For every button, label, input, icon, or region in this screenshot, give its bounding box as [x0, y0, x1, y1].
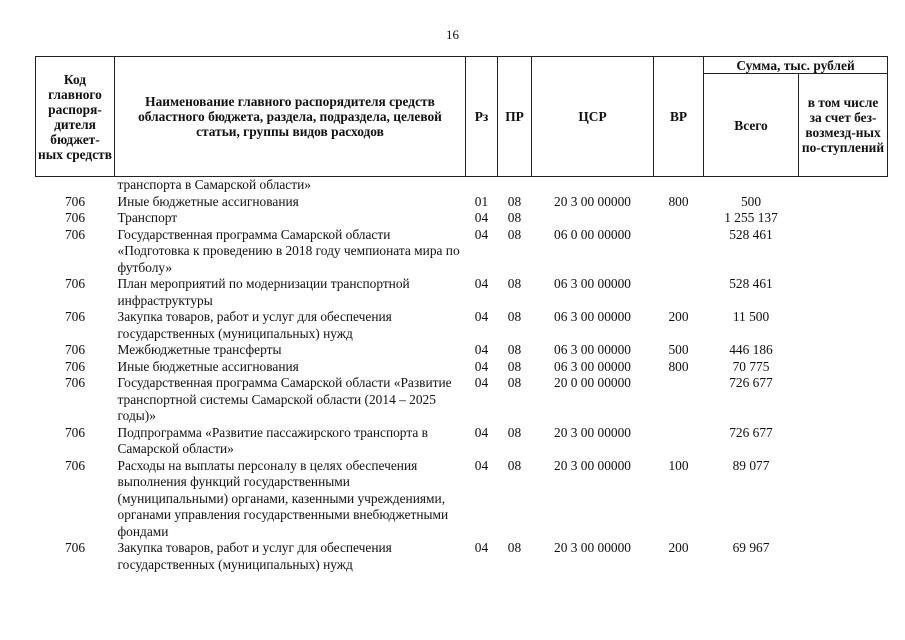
- cell-vr: [654, 375, 704, 425]
- header-total: Всего: [704, 74, 799, 177]
- cell-free: [799, 458, 888, 541]
- cell-code: 706: [64, 457, 86, 473]
- cell-csr: 06 3 00 00000: [554, 358, 631, 374]
- cell-rz: [466, 177, 498, 194]
- cell-name: План мероприятий по модернизации транспортной инфраструктуры: [117, 276, 410, 308]
- cell-total: 70 775: [732, 358, 770, 374]
- cell-name: Расходы на выплаты персоналу в целях обеспечения выполнения функций государственными (муниципальными) органами, казенными учреждениями, органами управления государственными внебюджетными фондами: [117, 457, 449, 539]
- cell-rz: 04: [474, 424, 489, 440]
- cell-csr: 20 3 00 00000: [554, 424, 631, 440]
- table-row: [36, 458, 888, 541]
- cell-total: 1 255 137: [724, 210, 778, 225]
- cell-name: Межбюджетные трансферты: [117, 342, 282, 357]
- cell-code: 706: [64, 358, 86, 374]
- cell-total: 528 461: [729, 226, 773, 242]
- cell-name: Закупка товаров, работ и услуг для обеспечения государственных (муниципальных) нужд: [117, 540, 392, 572]
- cell-code: 706: [64, 375, 86, 390]
- cell-free: [799, 194, 888, 211]
- cell-free: [799, 276, 888, 309]
- table-body: [36, 177, 888, 574]
- table-row: [36, 342, 888, 359]
- table-row: [36, 375, 888, 425]
- cell-rz: 04: [474, 210, 489, 225]
- cell-csr: [532, 177, 654, 194]
- table-row: [36, 177, 888, 194]
- cell-total: 726 677: [729, 424, 773, 440]
- table-row: [36, 227, 888, 277]
- cell-total: 528 461: [729, 276, 773, 291]
- cell-free: [799, 342, 888, 359]
- cell-free: [799, 425, 888, 458]
- table-row: [36, 276, 888, 309]
- cell-total: [704, 177, 799, 194]
- cell-vr: [654, 210, 704, 227]
- cell-rz: 04: [474, 375, 489, 390]
- cell-pr: 08: [507, 276, 522, 291]
- cell-code: 706: [64, 193, 86, 209]
- cell-vr: 100: [668, 457, 689, 473]
- header-csr: ЦСР: [532, 57, 654, 177]
- cell-rz: 04: [474, 342, 489, 357]
- table-row: [36, 540, 888, 573]
- cell-code: 706: [64, 309, 86, 324]
- header-pr: ПР: [498, 57, 532, 177]
- cell-total: 11 500: [732, 309, 770, 324]
- cell-csr: 20 3 00 00000: [554, 457, 631, 473]
- cell-vr: 500: [668, 342, 689, 357]
- cell-name: Транспорт: [117, 210, 178, 225]
- table-row: [36, 210, 888, 227]
- header-sum-group: Сумма, тыс. рублей: [704, 57, 888, 74]
- cell-free: [799, 227, 888, 277]
- cell-code: 706: [64, 424, 86, 440]
- cell-total: 726 677: [729, 375, 773, 390]
- cell-csr: 20 3 00 00000: [554, 193, 631, 209]
- cell-free: [799, 375, 888, 425]
- cell-vr: [654, 227, 704, 277]
- budget-table: [35, 56, 888, 573]
- cell-free: [799, 210, 888, 227]
- cell-pr: 08: [507, 358, 522, 374]
- cell-code: [36, 177, 115, 194]
- cell-csr: 20 3 00 00000: [554, 540, 631, 555]
- cell-name: Государственная программа Самарской области «Подготовка к проведению в 2018 году чемпионата мира по футболу»: [117, 226, 460, 275]
- cell-csr: 20 0 00 00000: [554, 375, 631, 390]
- header-rz: Рз: [466, 57, 498, 177]
- cell-rz: 04: [474, 276, 489, 291]
- cell-pr: 08: [507, 375, 522, 390]
- cell-total: 89 077: [732, 457, 770, 473]
- cell-pr: [498, 177, 532, 194]
- cell-vr: [654, 276, 704, 309]
- cell-rz: 04: [474, 457, 489, 473]
- cell-rz: 01: [474, 193, 489, 209]
- cell-rz: 04: [474, 540, 489, 555]
- cell-code: 706: [64, 276, 86, 291]
- table-row: [36, 425, 888, 458]
- header-free: в том числе за счет без-возмезд-ных по-ступлений: [799, 74, 888, 177]
- cell-total: 69 967: [732, 540, 770, 555]
- cell-free: [799, 359, 888, 376]
- cell-code: 706: [64, 210, 86, 225]
- cell-name: Подпрограмма «Развитие пассажирского транспорта в Самарской области»: [117, 424, 428, 456]
- cell-pr: 08: [507, 342, 522, 357]
- header-name: Наименование главного распорядителя средств областного бюджета, раздела, подраздела, целевой статьи, группы видов расходов: [115, 57, 466, 177]
- cell-rz: 04: [474, 226, 489, 242]
- cell-name: транспорта в Самарской области»: [117, 177, 311, 192]
- cell-free: [799, 177, 888, 194]
- cell-vr: 200: [668, 309, 689, 324]
- cell-name: Государственная программа Самарской области «Развитие транспортной системы Самарской области (2014 – 2025 годы)»: [117, 375, 452, 423]
- cell-name: Иные бюджетные ассигнования: [117, 358, 299, 374]
- cell-free: [799, 309, 888, 342]
- page-number: 16: [446, 27, 459, 42]
- table-header: [36, 57, 888, 177]
- cell-csr: [532, 210, 654, 227]
- cell-vr: 200: [668, 540, 689, 555]
- cell-pr: 08: [507, 424, 522, 440]
- cell-rz: 04: [474, 309, 489, 324]
- cell-name: Закупка товаров, работ и услуг для обеспечения государственных (муниципальных) нужд: [117, 309, 392, 341]
- cell-vr: [654, 177, 704, 194]
- cell-code: 706: [64, 540, 86, 555]
- cell-total: 446 186: [729, 342, 773, 357]
- cell-pr: 08: [507, 210, 522, 225]
- cell-vr: 800: [668, 358, 689, 374]
- cell-csr: 06 0 00 00000: [554, 226, 631, 242]
- cell-csr: 06 3 00 00000: [554, 309, 631, 324]
- cell-pr: 08: [507, 226, 522, 242]
- table-row: [36, 309, 888, 342]
- cell-code: 706: [64, 342, 86, 357]
- cell-total: 500: [740, 193, 762, 209]
- cell-code: 706: [64, 226, 86, 242]
- cell-pr: 08: [507, 457, 522, 473]
- cell-vr: [654, 425, 704, 458]
- cell-free: [799, 540, 888, 573]
- header-vr: ВР: [654, 57, 704, 177]
- cell-rz: 04: [474, 358, 489, 374]
- cell-csr: 06 3 00 00000: [554, 342, 631, 357]
- cell-pr: 08: [507, 193, 522, 209]
- table-row: [36, 359, 888, 376]
- cell-vr: 800: [668, 193, 689, 209]
- cell-pr: 08: [507, 309, 522, 324]
- cell-pr: 08: [507, 540, 522, 555]
- header-code: Код главного распоря-дителя бюджет-ных средств: [36, 57, 115, 177]
- cell-name: Иные бюджетные ассигнования: [117, 193, 299, 209]
- table-row: [36, 194, 888, 211]
- cell-csr: 06 3 00 00000: [554, 276, 631, 291]
